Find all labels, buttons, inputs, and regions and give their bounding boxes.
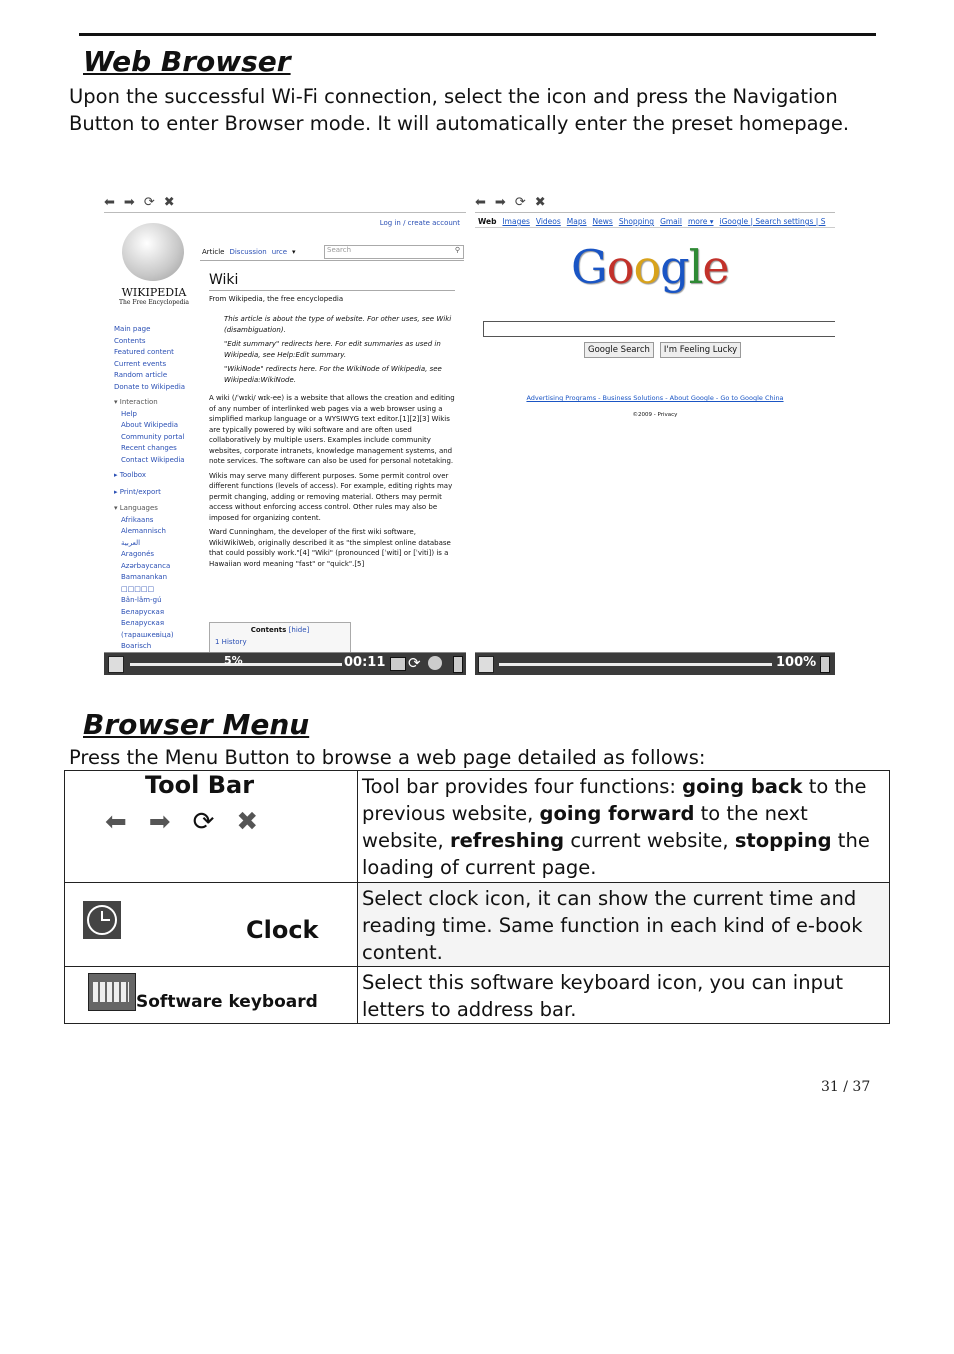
tab-article[interactable]: Article (202, 248, 225, 256)
refresh-icon[interactable]: ⟳ (143, 194, 155, 210)
print-label[interactable]: ▸ Print/export (114, 487, 161, 496)
stop-icon: ✖ (236, 807, 259, 837)
toolbox-label[interactable]: ▸ Toolbox (114, 471, 146, 479)
top-link[interactable]: Videos (535, 217, 561, 226)
clock-cell (65, 883, 358, 967)
web-browser-heading: Web Browser (83, 45, 291, 78)
top-link[interactable]: Images (502, 217, 530, 226)
forward-arrow-icon[interactable]: ➡ (123, 194, 135, 210)
hatnote: "Edit summary" redirects here. For edit summaries as used in Wikipedia, see Help:Edit summary. (224, 340, 441, 359)
google-screenshot (475, 190, 835, 675)
google-search-input[interactable] (483, 321, 835, 337)
table-row (65, 883, 890, 967)
browser-nav-bar (475, 194, 546, 210)
languages-label[interactable]: ▾ Languages (114, 504, 158, 512)
refresh-icon: ⟳ (192, 807, 215, 837)
google-logo-letter: l (688, 240, 703, 294)
hatnote: This article is about the type of website. For other uses, see Wiki (disambiguation). (224, 315, 452, 334)
tab-dropdown-icon[interactable]: ▾ (292, 248, 296, 256)
sidebar-link[interactable]: Featured content (114, 348, 174, 356)
toolbar-description: Tool bar provides four functions: going back to the previous website, going forward to the next website, refreshing current website, stopping the loading of current page. (358, 771, 890, 883)
top-rule (79, 33, 876, 36)
progress-text: 100% (776, 655, 817, 670)
top-link[interactable]: Maps (566, 217, 587, 226)
paragraph: Ward Cunningham, the developer of the first wiki software, WikiWikiWeb, originally described it as "the simplest online database that could possibly work."[4] "Wiki" (pronounced [ˈwiti] or [ˈviti]) is a Hawaiian word meaning "fast" or "quick".[5] (209, 528, 451, 568)
top-right-links[interactable]: iGoogle | Search settings | S (719, 217, 826, 226)
paragraph: A wiki (/ˈwɪki/ wɪk-ee) is a website that allows the creation and editing of any number of interlinked web pages via a web browser using a simplified markup language or a WYSIWYG text editor.[1][2][3] Wikis are typically powered by wiki software and are often used collaboratively by multiple users. Examples include community websites, corporate intranets, knowledge management systems, and note services. The software can also be used for personal notetaking. (209, 394, 455, 465)
sidebar-link[interactable]: □□□□□ (121, 584, 155, 593)
keyboard-label: Software keyboard (136, 992, 318, 1012)
clock-label: Clock (246, 916, 319, 944)
stop-icon[interactable]: ✖ (534, 194, 546, 210)
stop-icon[interactable]: ✖ (163, 194, 175, 210)
toolbar-label: Tool Bar (145, 771, 255, 799)
article-body (209, 393, 459, 569)
hatnote: "WikiNode" redirects here. For the WikiNode of Wikipedia, see Wikipedia:WikiNode. (224, 365, 442, 384)
battery-icon (453, 656, 463, 673)
table-row (65, 771, 890, 883)
menu-icon[interactable] (108, 656, 124, 673)
sidebar-link[interactable]: Donate to Wikipedia (114, 382, 186, 391)
article-title: Wiki (209, 272, 239, 288)
google-search-button[interactable]: Google Search (584, 342, 654, 358)
sidebar-link[interactable]: Afrikaans (121, 515, 154, 524)
wikipedia-tagline: The Free Encyclopedia (119, 299, 189, 306)
refresh-icon[interactable]: ⟳ (514, 194, 526, 210)
sidebar-link[interactable]: Community portal (121, 432, 185, 441)
browser-menu-table (64, 770, 890, 1024)
contents-box (209, 622, 351, 654)
google-logo-letter: e (702, 240, 729, 294)
sidebar-link[interactable]: Bamanankan (121, 573, 168, 581)
contents-hide-link[interactable]: [hide] (288, 626, 310, 634)
top-link[interactable]: Shopping (618, 217, 655, 226)
sidebar-link[interactable]: Contents (114, 336, 146, 345)
wiki-tabs (202, 248, 296, 256)
top-link[interactable]: Gmail (660, 217, 682, 226)
software-keyboard-icon (88, 973, 136, 1011)
browser-menu-heading: Browser Menu (83, 708, 310, 741)
google-logo (571, 240, 729, 294)
toolbar-cell (65, 771, 358, 883)
status-bar (475, 652, 835, 675)
clock-icon (83, 901, 121, 939)
sidebar-link[interactable]: Azərbaycanca (121, 561, 171, 570)
google-logo-letter: o (606, 240, 634, 294)
web-browser-intro: Upon the successful Wi-Fi connection, select the icon and press the Navigation Button to enter Browser mode. It will automatically enter the preset homepage. (69, 85, 850, 135)
contents-item[interactable]: 1 History (215, 638, 247, 646)
progress-track (499, 663, 772, 666)
page-number: 31 / 37 (821, 1079, 871, 1095)
search-icon[interactable]: ⚲ (454, 246, 460, 254)
google-logo-letter: G (571, 240, 607, 294)
login-link[interactable]: Log in / create account (379, 219, 460, 227)
back-arrow-icon[interactable]: ⬅ (104, 194, 115, 210)
clock-description: Select clock icon, it can show the current time and reading time. Same function in each kind of e-book content. (358, 883, 890, 967)
sidebar-link[interactable]: Alemannisch (121, 527, 166, 535)
sidebar-link[interactable]: العربية (121, 538, 141, 547)
sidebar-link[interactable]: Boarisch (121, 642, 152, 650)
wikipedia-wordmark: WIKIPEDIA (121, 286, 187, 299)
contents-title: Contents (250, 626, 287, 634)
top-link[interactable]: News (592, 217, 613, 226)
wiki-sidebar (114, 324, 200, 653)
wiki-search-input[interactable]: Search ⚲ (324, 245, 464, 259)
tab-source[interactable]: urce (271, 248, 288, 256)
forward-arrow-icon[interactable]: ➡ (494, 194, 506, 210)
keyboard-description: Select this software keyboard icon, you can input letters to address bar. (358, 967, 890, 1024)
feeling-lucky-button[interactable]: I'm Feeling Lucky (660, 342, 741, 358)
top-link[interactable]: more ▾ (687, 217, 714, 226)
paragraph: Wikis may serve many different purposes. Some permit control over different functions (levels of access). For example, editing rights may permit changing, adding or removing material. Others may permit access without enforcing access control. Other rules may also be imposed for organizing content. (209, 471, 453, 522)
google-top-links (478, 217, 825, 226)
sidebar-link[interactable]: Bân-lâm-gú (121, 596, 162, 604)
sidebar-link[interactable]: Random article (114, 371, 168, 379)
google-footer-links[interactable]: Advertising Programs - Business Solutions - About Google - Go to Google China (526, 394, 784, 402)
browser-menu-intro: Press the Menu Button to browse a web page detailed as follows: (69, 746, 706, 769)
status-bar (104, 652, 466, 675)
article-hatnotes (224, 314, 456, 385)
sidebar-link[interactable]: About Wikipedia (121, 421, 179, 429)
progress-text: 5% (224, 654, 243, 667)
sidebar-link[interactable]: Help (121, 409, 137, 418)
wikipedia-globe-icon (122, 223, 184, 281)
sidebar-link[interactable]: Contact Wikipedia (121, 455, 185, 464)
clock-time: 00:11 (344, 655, 386, 670)
sidebar-link[interactable]: Aragonés (121, 550, 155, 558)
google-logo-letter: g (660, 240, 689, 294)
back-arrow-icon[interactable]: ⬅ (475, 194, 486, 210)
sidebar-link[interactable]: Беларуская (121, 607, 165, 616)
google-copyright: ©2009 - Privacy (632, 412, 678, 418)
browser-nav-bar (104, 194, 175, 210)
sidebar-link[interactable]: Беларуская (тарашкевіца) (121, 619, 174, 639)
sidebar-link[interactable]: Main page (114, 325, 151, 333)
top-link[interactable]: Web (478, 217, 497, 226)
toolbar-icons (105, 809, 258, 836)
interaction-label[interactable]: ▾ Interaction (114, 398, 158, 406)
google-logo-letter: o (633, 240, 661, 294)
tab-discussion[interactable]: Discussion (229, 248, 267, 256)
battery-icon (820, 656, 830, 673)
sidebar-link[interactable]: Recent changes (121, 444, 177, 452)
keyboard-icon[interactable] (390, 657, 406, 671)
table-row (65, 967, 890, 1024)
back-arrow-icon: ⬅ (105, 807, 127, 837)
sidebar-link[interactable]: Current events (114, 359, 167, 368)
article-from: From Wikipedia, the free encyclopedia (209, 295, 344, 303)
menu-icon[interactable] (478, 656, 494, 673)
globe-icon[interactable] (428, 656, 442, 670)
refresh-icon[interactable]: ⟳ (408, 654, 421, 672)
forward-arrow-icon: ➡ (148, 807, 171, 837)
google-buttons (584, 342, 741, 358)
wikipedia-screenshot (104, 190, 466, 675)
keyboard-cell (65, 967, 358, 1024)
